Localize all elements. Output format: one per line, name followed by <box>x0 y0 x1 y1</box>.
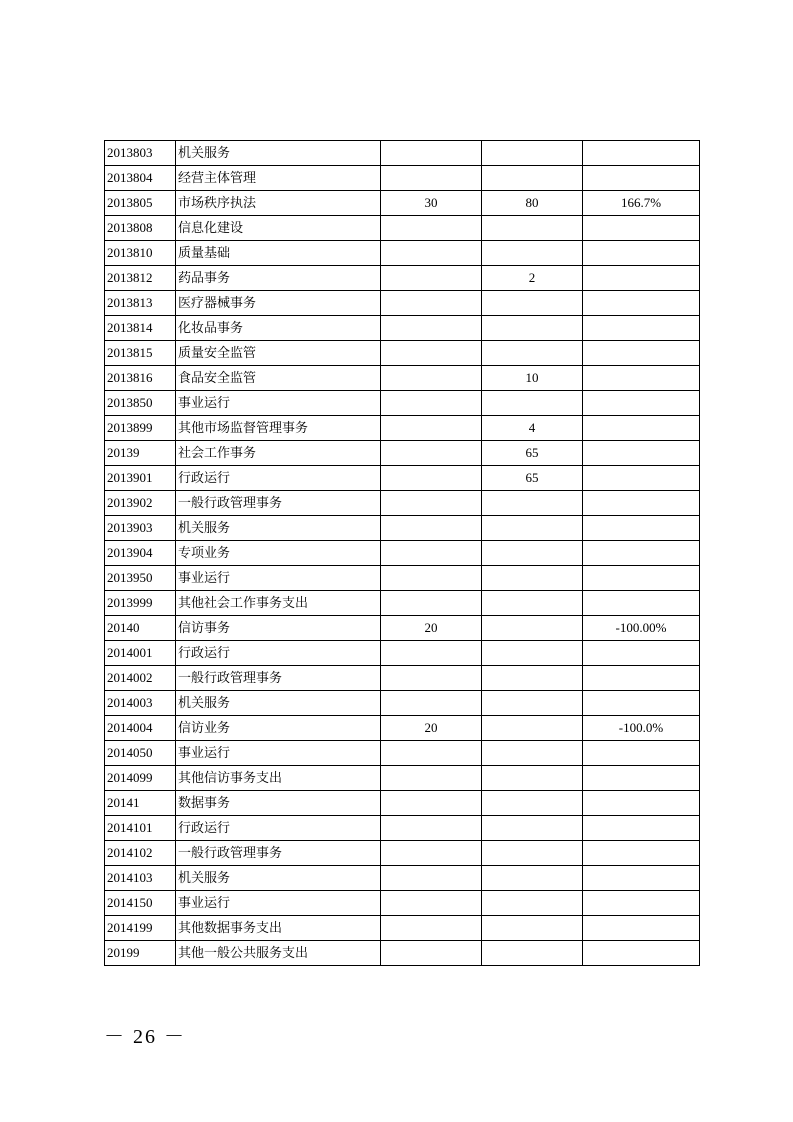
row-value-2 <box>482 241 583 266</box>
row-value-2 <box>482 166 583 191</box>
table-row <box>105 916 700 941</box>
row-value-1 <box>381 266 482 291</box>
row-value-1 <box>381 166 482 191</box>
row-name: 机关服务 <box>176 141 381 166</box>
row-value-2 <box>482 666 583 691</box>
row-name: 信访事务 <box>176 616 381 641</box>
row-code: 20139 <box>105 441 176 466</box>
row-change-percent: 166.7% <box>583 191 700 216</box>
row-code: 2013950 <box>105 566 176 591</box>
row-value-1 <box>381 516 482 541</box>
row-value-1 <box>381 416 482 441</box>
row-value-1 <box>381 641 482 666</box>
row-name: 事业运行 <box>176 391 381 416</box>
row-change-percent <box>583 391 700 416</box>
table-row <box>105 466 700 491</box>
row-value-2: 4 <box>482 416 583 441</box>
row-change-percent <box>583 741 700 766</box>
table-row <box>105 866 700 891</box>
row-name: 机关服务 <box>176 516 381 541</box>
row-code: 2013899 <box>105 416 176 441</box>
row-value-1 <box>381 891 482 916</box>
row-code: 2014103 <box>105 866 176 891</box>
row-value-1 <box>381 391 482 416</box>
row-change-percent <box>583 941 700 966</box>
table-row <box>105 716 700 741</box>
row-value-2 <box>482 541 583 566</box>
row-change-percent <box>583 691 700 716</box>
table-row <box>105 166 700 191</box>
row-name: 事业运行 <box>176 891 381 916</box>
row-change-percent <box>583 566 700 591</box>
row-value-1 <box>381 441 482 466</box>
row-change-percent <box>583 291 700 316</box>
row-change-percent <box>583 666 700 691</box>
row-name: 数据事务 <box>176 791 381 816</box>
row-value-2 <box>482 791 583 816</box>
table-row <box>105 341 700 366</box>
row-name: 机关服务 <box>176 866 381 891</box>
row-value-1 <box>381 766 482 791</box>
row-value-2 <box>482 216 583 241</box>
table-row <box>105 691 700 716</box>
row-code: 2014150 <box>105 891 176 916</box>
row-value-2 <box>482 691 583 716</box>
table-row <box>105 816 700 841</box>
row-name: 其他市场监督管理事务 <box>176 416 381 441</box>
row-change-percent <box>583 866 700 891</box>
row-value-1 <box>381 941 482 966</box>
row-change-percent <box>583 766 700 791</box>
row-code: 2014099 <box>105 766 176 791</box>
table-row <box>105 241 700 266</box>
row-code: 2013901 <box>105 466 176 491</box>
row-change-percent <box>583 891 700 916</box>
row-change-percent <box>583 816 700 841</box>
table-row <box>105 541 700 566</box>
row-code: 2013850 <box>105 391 176 416</box>
row-change-percent <box>583 916 700 941</box>
row-change-percent <box>583 316 700 341</box>
row-value-1 <box>381 466 482 491</box>
row-code: 2013812 <box>105 266 176 291</box>
row-name: 其他信访事务支出 <box>176 766 381 791</box>
row-code: 2013903 <box>105 516 176 541</box>
row-value-2 <box>482 566 583 591</box>
row-value-2 <box>482 516 583 541</box>
row-name: 信访业务 <box>176 716 381 741</box>
row-change-percent <box>583 591 700 616</box>
row-code: 2013902 <box>105 491 176 516</box>
row-code: 2013803 <box>105 141 176 166</box>
row-value-1 <box>381 341 482 366</box>
row-name: 机关服务 <box>176 691 381 716</box>
row-value-2 <box>482 716 583 741</box>
row-value-2 <box>482 641 583 666</box>
row-value-2 <box>482 141 583 166</box>
table-row <box>105 291 700 316</box>
row-value-1 <box>381 366 482 391</box>
row-code: 2014001 <box>105 641 176 666</box>
row-value-2 <box>482 941 583 966</box>
row-code: 2014101 <box>105 816 176 841</box>
row-name: 食品安全监管 <box>176 366 381 391</box>
row-name: 信息化建设 <box>176 216 381 241</box>
row-code: 2014102 <box>105 841 176 866</box>
table-row <box>105 791 700 816</box>
row-name: 一般行政管理事务 <box>176 491 381 516</box>
row-code: 2014004 <box>105 716 176 741</box>
row-name: 行政运行 <box>176 641 381 666</box>
row-code: 2013813 <box>105 291 176 316</box>
row-change-percent <box>583 366 700 391</box>
table-row <box>105 366 700 391</box>
row-code: 2014050 <box>105 741 176 766</box>
row-value-2 <box>482 391 583 416</box>
row-change-percent <box>583 141 700 166</box>
row-value-2 <box>482 741 583 766</box>
table-row <box>105 391 700 416</box>
row-value-1 <box>381 866 482 891</box>
row-value-2 <box>482 616 583 641</box>
row-change-percent <box>583 466 700 491</box>
row-name: 药品事务 <box>176 266 381 291</box>
row-code: 2013805 <box>105 191 176 216</box>
table-row <box>105 591 700 616</box>
table-row <box>105 891 700 916</box>
table-row <box>105 216 700 241</box>
row-change-percent <box>583 216 700 241</box>
row-change-percent <box>583 341 700 366</box>
row-change-percent: -100.0% <box>583 716 700 741</box>
row-name: 质量基础 <box>176 241 381 266</box>
table-row <box>105 141 700 166</box>
row-name: 一般行政管理事务 <box>176 841 381 866</box>
row-code: 2013816 <box>105 366 176 391</box>
table-row <box>105 441 700 466</box>
row-name: 事业运行 <box>176 741 381 766</box>
row-code: 2013904 <box>105 541 176 566</box>
row-change-percent <box>583 441 700 466</box>
table-row <box>105 941 700 966</box>
row-name: 专项业务 <box>176 541 381 566</box>
row-value-2: 65 <box>482 466 583 491</box>
row-value-2 <box>482 591 583 616</box>
row-value-1: 30 <box>381 191 482 216</box>
row-value-2 <box>482 841 583 866</box>
row-value-1 <box>381 566 482 591</box>
row-code: 2014002 <box>105 666 176 691</box>
table-row <box>105 641 700 666</box>
row-code: 20140 <box>105 616 176 641</box>
row-value-2 <box>482 491 583 516</box>
row-value-1: 20 <box>381 716 482 741</box>
row-name: 事业运行 <box>176 566 381 591</box>
row-value-2 <box>482 316 583 341</box>
row-value-2: 80 <box>482 191 583 216</box>
row-name: 行政运行 <box>176 466 381 491</box>
row-code: 20199 <box>105 941 176 966</box>
row-value-1 <box>381 241 482 266</box>
table-row <box>105 616 700 641</box>
row-change-percent <box>583 266 700 291</box>
table-row <box>105 741 700 766</box>
row-name: 经营主体管理 <box>176 166 381 191</box>
row-name: 行政运行 <box>176 816 381 841</box>
table-row <box>105 516 700 541</box>
budget-table <box>104 140 700 966</box>
row-code: 2014199 <box>105 916 176 941</box>
row-name: 社会工作事务 <box>176 441 381 466</box>
row-value-1 <box>381 691 482 716</box>
table-row <box>105 316 700 341</box>
row-change-percent <box>583 791 700 816</box>
row-change-percent <box>583 541 700 566</box>
row-value-2 <box>482 891 583 916</box>
row-value-1 <box>381 916 482 941</box>
row-value-1 <box>381 816 482 841</box>
row-value-2: 10 <box>482 366 583 391</box>
row-value-1 <box>381 541 482 566</box>
row-change-percent <box>583 516 700 541</box>
row-value-1 <box>381 316 482 341</box>
row-code: 2013815 <box>105 341 176 366</box>
row-value-2 <box>482 766 583 791</box>
table-row <box>105 266 700 291</box>
row-value-2: 65 <box>482 441 583 466</box>
row-value-1 <box>381 666 482 691</box>
row-change-percent <box>583 491 700 516</box>
row-code: 2013804 <box>105 166 176 191</box>
table-row <box>105 416 700 441</box>
row-value-1 <box>381 291 482 316</box>
table-row <box>105 191 700 216</box>
row-value-2 <box>482 291 583 316</box>
row-change-percent <box>583 166 700 191</box>
row-code: 2013814 <box>105 316 176 341</box>
row-value-2 <box>482 816 583 841</box>
table-row <box>105 666 700 691</box>
row-value-2 <box>482 341 583 366</box>
table-row <box>105 766 700 791</box>
row-change-percent <box>583 241 700 266</box>
row-value-1 <box>381 591 482 616</box>
row-change-percent <box>583 841 700 866</box>
row-name: 市场秩序执法 <box>176 191 381 216</box>
row-name: 其他社会工作事务支出 <box>176 591 381 616</box>
row-change-percent <box>583 641 700 666</box>
row-value-1 <box>381 841 482 866</box>
table-row <box>105 491 700 516</box>
row-value-1: 20 <box>381 616 482 641</box>
row-change-percent: -100.00% <box>583 616 700 641</box>
row-name: 其他数据事务支出 <box>176 916 381 941</box>
row-code: 2014003 <box>105 691 176 716</box>
row-value-1 <box>381 791 482 816</box>
row-value-2: 2 <box>482 266 583 291</box>
table-body <box>105 141 700 966</box>
row-value-1 <box>381 741 482 766</box>
row-code: 20141 <box>105 791 176 816</box>
table-row <box>105 566 700 591</box>
row-value-2 <box>482 866 583 891</box>
row-value-1 <box>381 491 482 516</box>
table-row <box>105 841 700 866</box>
row-value-1 <box>381 216 482 241</box>
row-code: 2013999 <box>105 591 176 616</box>
row-code: 2013810 <box>105 241 176 266</box>
row-change-percent <box>583 416 700 441</box>
row-name: 其他一般公共服务支出 <box>176 941 381 966</box>
row-value-1 <box>381 141 482 166</box>
row-name: 医疗器械事务 <box>176 291 381 316</box>
row-value-2 <box>482 916 583 941</box>
page-number: － 26 － <box>104 1026 186 1048</box>
row-code: 2013808 <box>105 216 176 241</box>
row-name: 一般行政管理事务 <box>176 666 381 691</box>
row-name: 质量安全监管 <box>176 341 381 366</box>
row-name: 化妆品事务 <box>176 316 381 341</box>
